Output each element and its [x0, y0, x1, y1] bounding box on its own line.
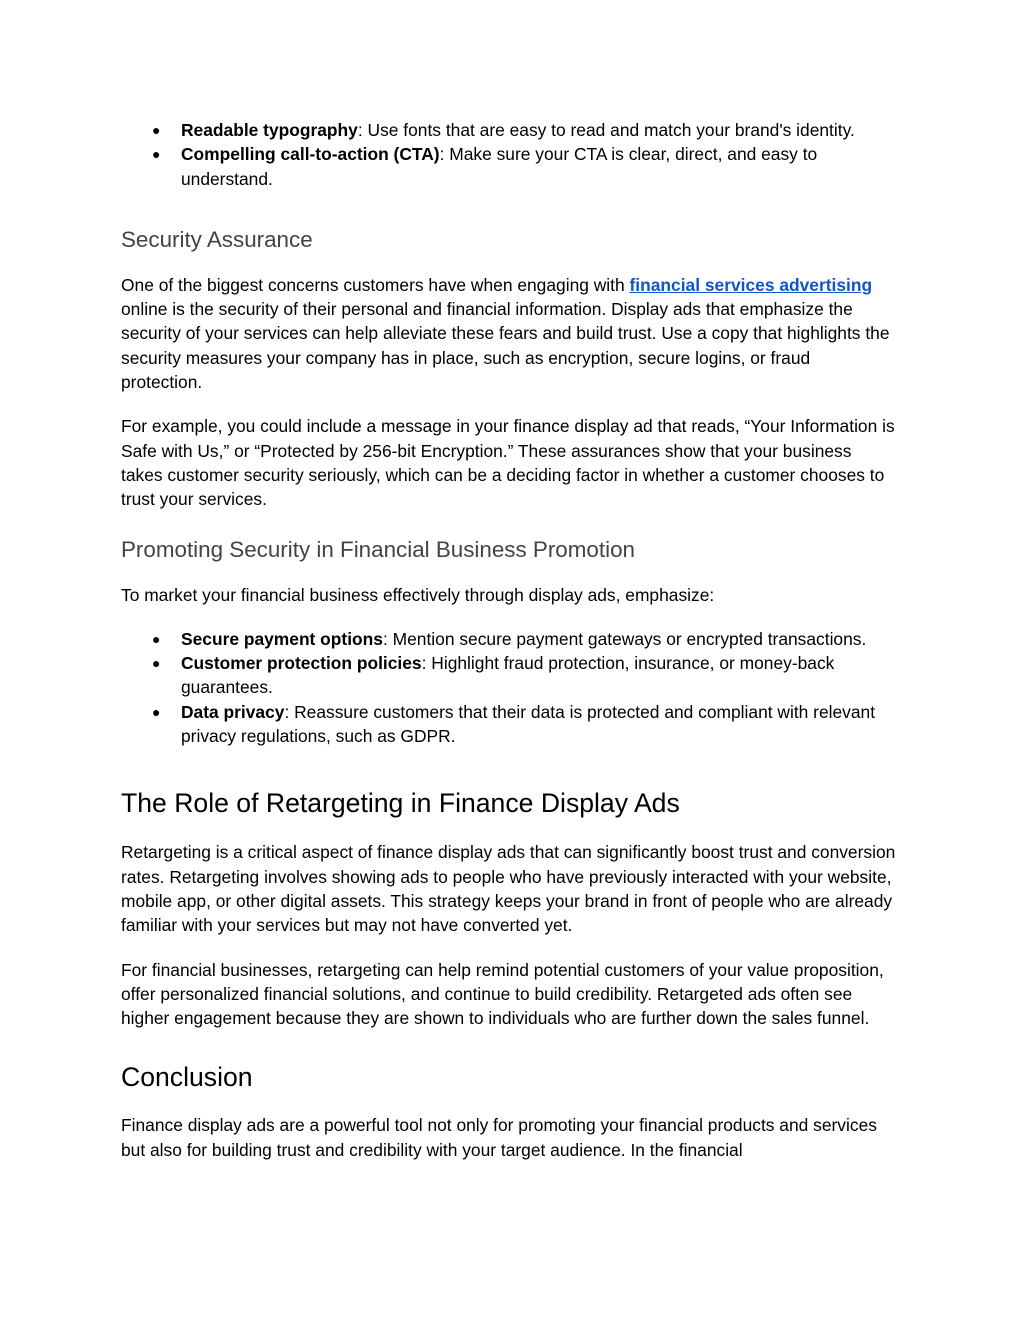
bullet-text: : Use fonts that are easy to read and match your brand's identity. [357, 120, 855, 140]
bullet-icon: ● [152, 122, 161, 138]
section-heading-retargeting: The Role of Retargeting in Finance Display Ads [121, 788, 680, 819]
bullet-icon: ● [152, 630, 161, 647]
bullet-term: Readable typography [181, 120, 358, 140]
bullet-icon: ● [152, 146, 161, 163]
section-heading-security-assurance: Security Assurance [121, 226, 313, 252]
financial-services-advertising-link[interactable]: financial services advertising [629, 274, 873, 295]
bullet-list-top [121, 118, 896, 191]
section-heading-conclusion: Conclusion [121, 1062, 253, 1093]
list-item [121, 627, 896, 651]
paragraph: Finance display ads are a powerful tool not only for promoting your financial products and services but also for building trust and credibility with your target audience. In the financial [121, 1115, 877, 1160]
paragraph-text: online is the security of their personal and financial information. Display ads that emphasize the security of your services can help alleviate these fears and build trust. Use a copy that highlights the security measures your company has in place, such as encryption, secure logins, or fraud protection. [121, 299, 890, 393]
bullet-text: : Mention secure payment gateways or encrypted transactions. [382, 628, 867, 649]
bullet-term: Customer protection policies [181, 653, 422, 674]
bullet-text: : Reassure customers that their data is protected and compliant with relevant privacy regulations, such as GDPR. [181, 701, 876, 747]
list-item [121, 651, 896, 700]
bullet-term: Data privacy [181, 701, 285, 722]
paragraph [121, 273, 896, 394]
paragraph: To market your financial business effectively through display ads, emphasize: [121, 584, 715, 605]
paragraph: Retargeting is a critical aspect of finance display ads that can significantly boost trust and conversion rates. Retargeting involves showing ads to people who have previously interacted with your website, mobile app, or other digital assets. This strategy keeps your brand in front of people who are already familiar with your services but may not have converted yet. [121, 842, 896, 936]
section-heading-promoting-security: Promoting Security in Financial Business Promotion [121, 536, 635, 562]
document-page [121, 118, 896, 1162]
list-item [121, 142, 896, 191]
list-item [121, 118, 896, 142]
bullet-text: : Make sure your CTA is clear, direct, and easy to understand. [181, 144, 818, 189]
bullet-term: Compelling call-to-action (CTA) [181, 144, 440, 165]
paragraph: For example, you could include a message in your finance display ad that reads, “Your Information is Safe with Us,” or “Protected by 256-bit Encryption.” These assurances show that your business takes customer security seriously, which can be a deciding factor in whether a customer chooses to trust your services. [121, 416, 895, 510]
bullet-list-security [121, 627, 896, 748]
paragraph-text: One of the biggest concerns customers have when engaging with [121, 274, 630, 295]
bullet-icon: ● [152, 655, 161, 672]
paragraph: For financial businesses, retargeting can help remind potential customers of your value proposition, offer personalized financial solutions, and continue to build credibility. Retargeted ads often see higher engagement because they are shown to individuals who are further down the sales funnel. [121, 959, 884, 1029]
list-item [121, 700, 896, 749]
bullet-text: : Highlight fraud protection, insurance, or money-back guarantees. [181, 653, 835, 698]
bullet-term: Secure payment options [181, 628, 383, 649]
bullet-icon: ● [152, 703, 161, 720]
